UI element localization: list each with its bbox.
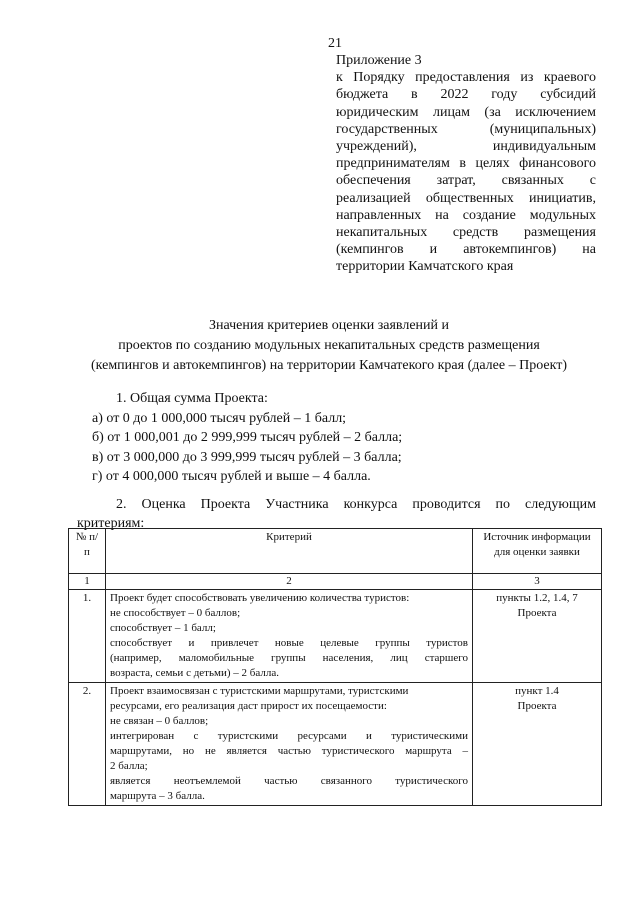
- row-criterion: [106, 590, 473, 683]
- appendix-line: (кемпингов и автокемпингов) на: [336, 242, 596, 258]
- appendix-line: направленных на создание модульных: [336, 207, 596, 223]
- source-line: пункт 1.4: [515, 685, 559, 697]
- table-row: [69, 590, 602, 683]
- row-source: [473, 683, 602, 806]
- source-line: пункты 1.2, 1.4, 7: [496, 592, 578, 604]
- criterion-line: способствует и привлечет новые целевые группы туристов: [110, 637, 468, 649]
- appendix-line: юридическим лицам (за исключением: [336, 104, 596, 120]
- amount-item: г) от 4 000,000 тысяч рублей и выше – 4 балла.: [92, 469, 371, 485]
- appendix-line: к Порядку предоставления из краевого: [336, 70, 596, 86]
- criterion-line: маршрутами, но не является частью туристического маршрута –: [110, 745, 468, 757]
- criteria-table: [68, 528, 602, 806]
- column-numbers-row: [69, 574, 602, 590]
- row-source: [473, 590, 602, 683]
- table-header-row: [69, 529, 602, 574]
- amount-item: б) от 1 000,001 до 2 999,999 тысяч рублей – 2 балла;: [92, 430, 403, 446]
- section-total-amount: [92, 389, 402, 487]
- appendix-line: бюджета в 2022 году субсидий: [336, 87, 596, 103]
- header-criterion: Критерий: [106, 529, 473, 574]
- criterion-line: 2 балла;: [110, 760, 148, 772]
- column-number: 2: [106, 574, 473, 590]
- row-criterion: [106, 683, 473, 806]
- document-title: [62, 316, 596, 376]
- section1-heading: 1. Общая сумма Проекта:: [116, 391, 268, 406]
- appendix-line: реализацией общественных инициатив,: [336, 190, 596, 206]
- criterion-line: (например, маломобильные группы населения, лиц старшего: [110, 652, 468, 664]
- table-row: [69, 683, 602, 806]
- column-number: 1: [69, 574, 106, 590]
- row-number: 2.: [69, 683, 106, 806]
- appendix-line: Приложение 3: [336, 53, 422, 68]
- appendix-block: [336, 52, 596, 276]
- appendix-line: государственных (муниципальных): [336, 121, 596, 137]
- amount-item: а) от 0 до 1 000,000 тысяч рублей – 1 балл;: [92, 410, 347, 426]
- header-source: Источник информации для оценки заявки: [473, 529, 602, 574]
- criterion-line: ресурсами, его реализация даст прирост их посещаемости:: [110, 700, 387, 712]
- section2-line: 2. Оценка Проекта Участника конкурса проводится по следующим: [116, 497, 596, 512]
- appendix-line: предпринимателям в целях финансового: [336, 156, 596, 172]
- appendix-line: некапитальных средств размещения: [336, 225, 596, 241]
- title-line: проектов по созданию модульных некапитальных средств размещения: [118, 338, 540, 353]
- criterion-line: маршрута – 3 балла.: [110, 790, 205, 802]
- criterion-line: не способствует – 0 баллов;: [110, 607, 241, 619]
- criterion-line: не связан – 0 баллов;: [110, 715, 209, 727]
- header-num: № п/п: [69, 529, 106, 574]
- criterion-line: интегрирован с туристскими ресурсами и туристическими: [110, 730, 468, 742]
- criterion-line: Проект взаимосвязан с туристскими маршрутами, туристскими: [110, 685, 409, 697]
- appendix-line: учреждений), индивидуальным: [336, 139, 596, 155]
- page-number: 21: [328, 36, 342, 51]
- title-line: Значения критериев оценки заявлений и: [208, 318, 450, 333]
- appendix-line: территории Камчатского края: [336, 259, 514, 275]
- appendix-line: обеспечения затрат, связанных с: [336, 173, 596, 189]
- criterion-line: возраста, семьи с детьми) – 2 балла.: [110, 667, 279, 679]
- source-line: Проекта: [517, 607, 557, 619]
- criterion-line: способствует – 1 балл;: [110, 622, 216, 634]
- row-number: 1.: [69, 590, 106, 683]
- criterion-line: Проект будет способствовать увеличению количества туристов:: [110, 592, 410, 604]
- column-number: 3: [473, 574, 602, 590]
- title-line: (кемпингов и автокемпингов) на территории Камчатекого края (далее – Проект): [90, 358, 567, 373]
- criterion-line: является неотъемлемой частью связанного туристического: [110, 775, 468, 787]
- amount-item: в) от 3 000,000 до 3 999,999 тысяч рублей – 3 балла;: [92, 449, 402, 465]
- section2-line: критериям:: [77, 516, 145, 531]
- source-line: Проекта: [517, 700, 557, 712]
